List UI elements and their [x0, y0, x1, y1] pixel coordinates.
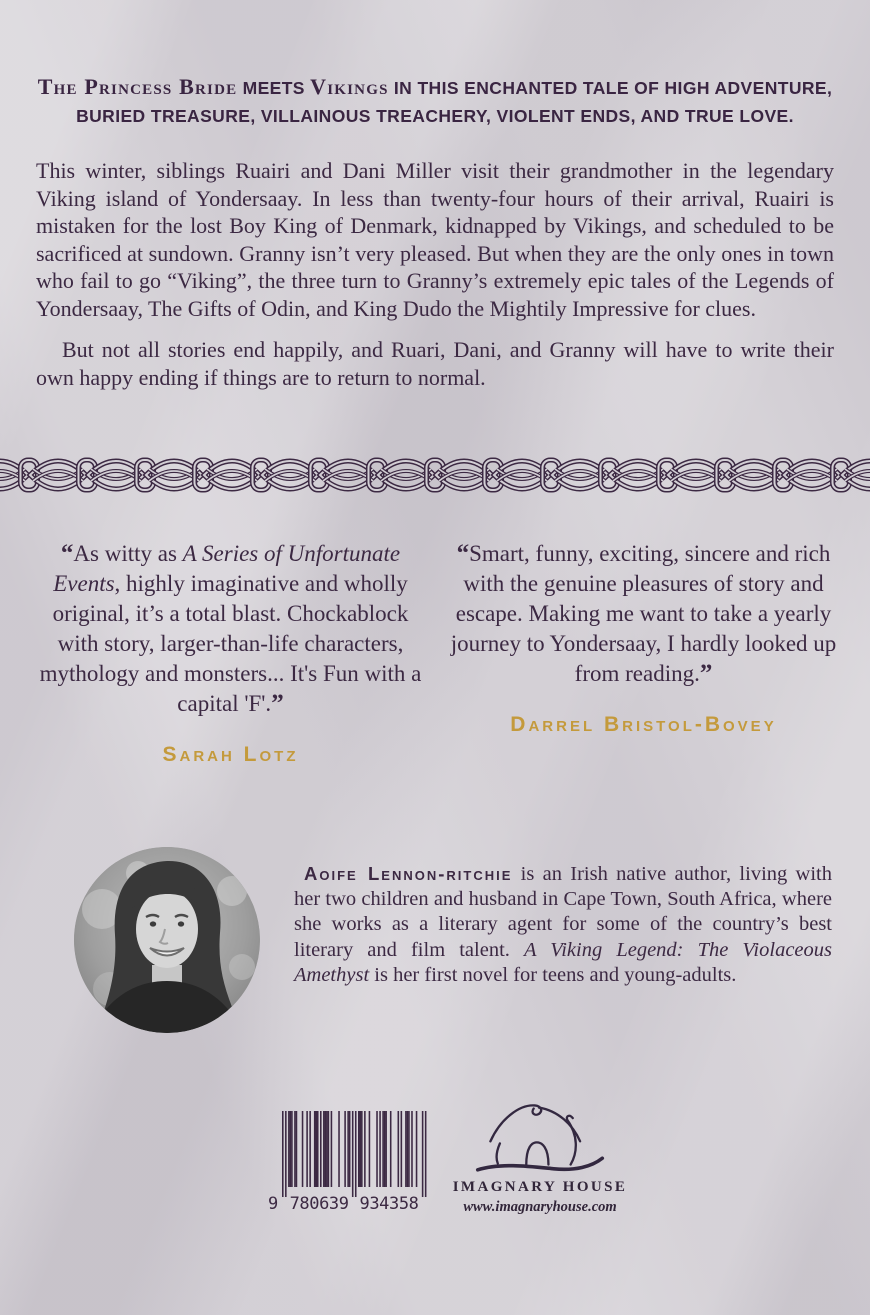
- quote-attribution-1: Sarah Lotz: [162, 743, 299, 766]
- synopsis: [36, 157, 834, 391]
- synopsis-paragraph-1: This winter, siblings Ruairi and Dani Miller visit their grandmother in the legendary Viking island of Yondersaay. In less than twenty-four hours of their arrival, Ruairi is mistaken for the lost Boy King of Denmark, kidnapped by Vikings, and scheduled to be sacrificed at sundown. Granny isn’t very pleased. But when they are the only ones in town who fail to go “Viking”, the three turn to Granny’s extremely epic tales of the Legends of Yondersaay, The Gifts of Odin, and King Dudo the Mightily Impressive for clues.: [36, 158, 834, 321]
- synopsis-paragraph-2: But not all stories end happily, and Ruari, Dani, and Granny will have to write their own happy ending if things are to return to normal.: [36, 337, 834, 390]
- quote-2-body-1: Smart, funny, exciting, sincere and rich with the genuine pleasures of story and escape. Making me want to take a yearly journey to Yondersaay, I hardly looked up from reading.: [450, 541, 837, 686]
- celtic-knot-pattern: [0, 451, 870, 499]
- tagline-title-1: The Princess Bride: [37, 74, 238, 99]
- open-quote-mark: “: [456, 540, 470, 567]
- close-quote-mark: ”: [699, 660, 713, 687]
- tagline: [21, 74, 849, 131]
- tagline-meets: MEETS: [237, 78, 311, 98]
- quote-1-body-1: As witty as: [73, 541, 183, 566]
- author-portrait-illustration: [74, 847, 260, 1033]
- book-title: A Viking Legend: The Violaceous Amethyst: [294, 938, 832, 986]
- author-bio: [294, 847, 832, 1033]
- quote-1-italic-title: A Series of Unfortunate Events: [53, 541, 401, 596]
- close-quote-mark: ”: [271, 690, 284, 717]
- tagline-rest: IN THIS ENCHANTED TALE OF HIGH ADVENTURE, BURIED TREASURE, VILLAINOUS TREACHERY, VIOLENT ENDS, AND TRUE LOVE.: [76, 78, 833, 126]
- quote-text-2: [447, 539, 840, 689]
- author-bio-text: [294, 861, 832, 988]
- svg-text:780639: 780639: [289, 1194, 350, 1213]
- author-portrait-photo: [74, 847, 260, 1033]
- house-sketch-drawing: [470, 1097, 610, 1173]
- book-back-cover: [0, 74, 870, 1315]
- publisher-logo: [450, 1097, 630, 1216]
- barcode-graphic: [268, 1109, 436, 1213]
- author-section: [74, 847, 832, 1033]
- svg-text:9: 9: [268, 1194, 279, 1213]
- quote-block-2: [447, 539, 840, 767]
- author-bio-end: is her first novel for teens and young-adults.: [369, 963, 737, 986]
- svg-text:934358: 934358: [359, 1194, 420, 1213]
- review-quotes: [34, 539, 840, 767]
- publisher-website: www.imagnaryhouse.com: [463, 1199, 617, 1215]
- author-name: Aoife Lennon-ritchie: [304, 863, 513, 884]
- isbn-barcode: [268, 1109, 436, 1213]
- celtic-knot-border: [0, 451, 870, 499]
- quote-block-1: [34, 539, 427, 767]
- footer: [0, 1097, 870, 1247]
- author-bio-body: is an Irish native author, living with her two children and husband in Cape Town, South Africa, where she works as a literary agent for some of the country’s best literary and film talent.: [294, 863, 832, 961]
- quote-attribution-2: Darrel Bristol-Bovey: [510, 713, 777, 736]
- publisher-name: IMAGNARY HOUSE: [452, 1179, 628, 1195]
- tagline-title-2: Vikings: [310, 74, 389, 99]
- quote-text-1: [34, 539, 427, 719]
- open-quote-mark: “: [60, 540, 74, 567]
- quote-1-body-2: , highly imaginative and wholly original, it’s a total blast. Chockablock with story, larger-than-life characters, mythology and monsters... It's Fun with a capital 'F'.: [39, 571, 422, 716]
- house-sketch-icon: [450, 1097, 630, 1173]
